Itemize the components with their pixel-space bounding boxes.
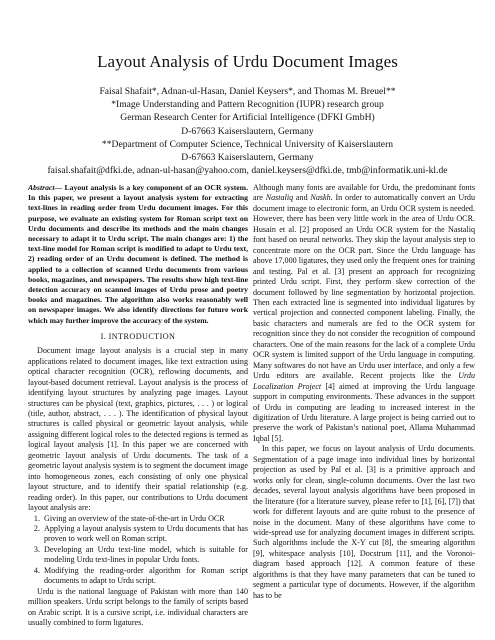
section-heading: I. INTRODUCTION	[100, 331, 176, 341]
body-paragraph: In this paper, we focus on layout analysis of Urdu documents. Segmentation of a page image into individual lines by horizontal projection as used by Pal et al. [3] is a primitive approach and works only for clean, single-column documents. Over the last two decades, several layout analysis algorithms have been proposed in the literature (for a literature survey, please refer to [1], [6], [7]) that work for different layouts and are quite robust to the presence of noise in the document. Many of these algorithms have come to wide-spread use for analyzing document images in different scripts. Such algorithms include the X-Y cut [8], the smearing algorithm [9], whitespace analysis [10], Docstrum [11], and the Voronoi-diagram based approach [12]. A common feature of these algorithms is that they have many parameters that can be tuned to segment a particular type of documents. However, if the algorithm has to be	[253, 444, 475, 600]
list-item: 4. Modifying the reading-order algorithm for Roman script documents to adapt to Urdu script.	[42, 566, 248, 587]
font-name: Naskh	[310, 193, 331, 203]
right-column	[253, 183, 475, 601]
project-name: Urdu Localization Project	[253, 371, 475, 391]
font-name: Nastaliq	[265, 193, 294, 203]
body-paragraph	[253, 183, 475, 444]
text-run: . In order to automatically convert an Urdu document image to electronic form, an Urdu OCR system is needed. However, there has been very little work in the area of Urdu OCR. Husain et al. [2] proposed an Urdu OCR system for the Nastaliq font based on neural networks. They skip the layout analysis step to concentrate more on the OCR part. Since the Urdu language has above 17,000 ligatures, they used only the frequent ones for training and testing. Pal et al. [3] present an approach for recognizing printed Urdu script. First, they perform skew correction of the document followed by line segmentation by horizontal projection. Then each extracted line is segmented into individual ligatures by vertical projection and connected component labeling. Finally, the basic characters and numerals are fed to the OCR system for recognition since they do not consider the recognition of compound characters. One of the main reasons for the lack of a complete Urdu OCR system is limited support of the Urdu language in computing. Many softwares do not have an Urdu user interface, and only a few Urdu editors are available. Recent projects like the	[253, 193, 475, 381]
text-run: and	[293, 193, 311, 203]
abstract	[28, 183, 248, 326]
paper-title: Layout Analysis of Urdu Document Images	[97, 52, 398, 71]
text-run: [4] aimed at improving the Urdu language support in computing environments. These advances in the support of Urdu in computing are leading to increased interest in the digitization of Urdu literature. A large project is being carried out to preserve the work of Pakistan’s national poet, Allama Muhammad Iqbal [5].	[253, 381, 475, 443]
list-item: 1. Giving an overview of the state-of-the-art in Urdu OCR	[42, 514, 248, 524]
affiliation-line: German Research Center for Artificial Intelligence (DFKI GmbH)	[120, 112, 375, 124]
author-names: Faisal Shafait*, Adnan-ul-Hasan, Daniel Keysers*, and Thomas M. Breuel**	[99, 86, 396, 97]
intro-paragraph: Document image layout analysis is a crucial step in many applications related to document images, like text extraction using optical character recognition (OCR), reflowing documents, and layout-based document retrieval. Layout analysis is the process of identifying layout structures by analyzing page images. Layout structures can be physical (text, graphics, pictures, . . . ) or logical (title, author, abstract, . . . ). The identification of physical layout structures is called physical or geometric layout analysis, while assigning different logical roles to the detected regions is termed as logical layout analysis [1]. In this paper we are concerned with geometric layout analysis of Urdu documents. The task of a geometric layout analysis system is to segment the document image into homogeneous zones, each consisting of only one physical layout structure, and to identify their spatial relationship (e.g. reading order). In this paper, our contributions to Urdu document layout analysis are:	[28, 346, 248, 513]
affiliation-line: D-67663 Kaiserslautern, Germany	[181, 125, 314, 137]
contributions-list	[28, 514, 248, 587]
list-item: 2. Applying a layout analysis system to Urdu documents that has proven to work well on Roman script.	[42, 524, 248, 545]
intro-paragraph: Urdu is the national language of Pakistan with more than 140 million speakers. Urdu script belongs to the family of scripts based on Arabic script. It is a cursive script, i.e. individual characters are usually combined to form ligatures.	[28, 586, 248, 628]
author-emails: faisal.shafait@dfki.de, adnan-ul-hasan@yahoo.com, daniel.keysers@dfki.de, tmb@informatik.uni-kl.de	[47, 165, 448, 177]
abstract-label: Abstract	[28, 183, 55, 192]
affiliation-line: **Department of Computer Science, Technical University of Kaiserslautern	[101, 138, 394, 150]
affiliation-line: D-67663 Kaiserslautern, Germany	[181, 152, 314, 164]
text-run: Although many fonts are available for Urdu, the predominant fonts are	[253, 183, 475, 203]
abstract-text: — Layout analysis is a key component of an OCR system. In this paper, we present a layout analysis system for extracting text-lines in reading order from Urdu document images. For this purpose, we evaluate an existing system for Roman script text on Urdu documents and describe its methods and the main changes necessary to adapt it to Urdu script. The main changes are: 1) the text-line model for Roman script is modified to adapt to Urdu text, 2) reading order of an Urdu document is defined. The method is applied to a collection of scanned Urdu documents from various books, magazines, and newspapers. The results show high text-line detection accuracy on scanned images of Urdu prose and poetry books and magazines. The algorithm also works reasonably well on newspaper images. We also identify directions for future work which may further improve the accuracy of the system.	[28, 183, 248, 325]
list-item: 3. Developing an Urdu text-line model, which is suitable for modeling Urdu text-lines in popular Urdu fonts.	[42, 545, 248, 566]
author-block	[0, 85, 495, 177]
left-column	[28, 183, 248, 629]
affiliation-line: *Image Understanding and Pattern Recognition (IUPR) research group	[111, 99, 384, 111]
